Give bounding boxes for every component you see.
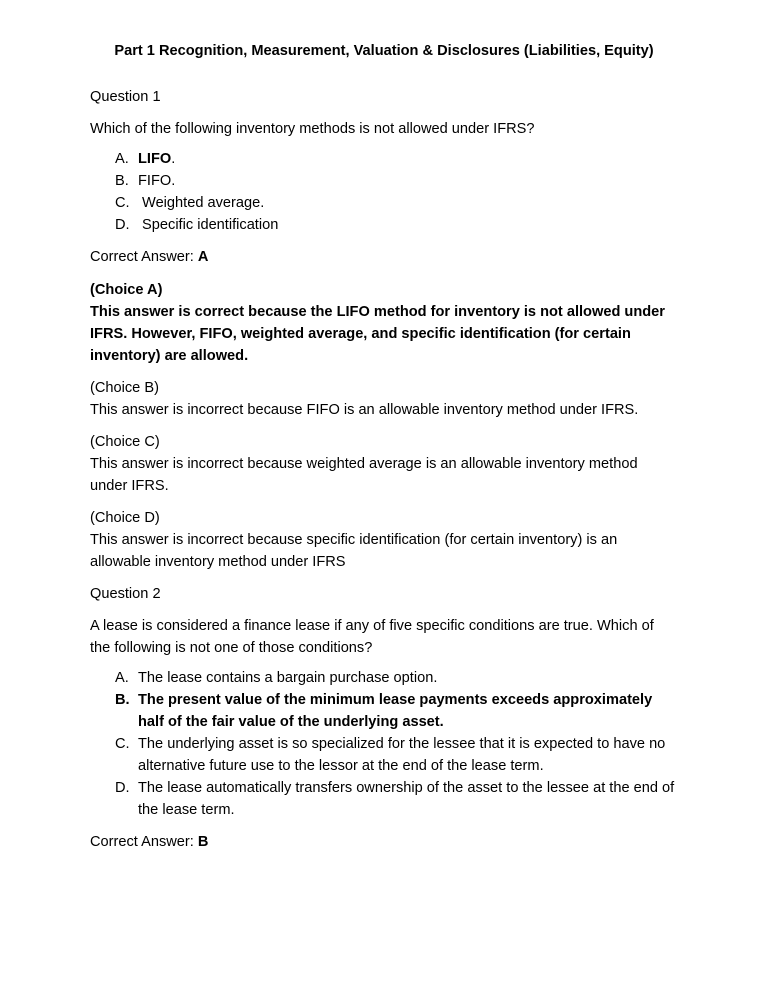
option-c: C. The underlying asset is so specialized for the lessee that it is expected to have no alternative future use to the lessor at the end of the lease term.	[115, 736, 666, 774]
explanation-choice-c: (Choice C) This answer is incorrect because weighted average is an allowable inventory method under IFRS.	[90, 434, 638, 494]
question-2-correct-answer: Correct Answer: B	[90, 834, 209, 850]
question-2-text: A lease is considered a finance lease if any of five specific conditions are true. Which of the following is not one of those conditions?	[90, 618, 654, 656]
question-1-options	[90, 148, 678, 236]
question-2-options	[90, 667, 678, 821]
explanation-choice-d: (Choice D) This answer is incorrect because specific identification (for certain inventory) is an allowable inventory method under IFRS	[90, 510, 618, 570]
option-d: D. The lease automatically transfers ownership of the asset to the lessee at the end of the lease term.	[115, 780, 675, 818]
question-2-label: Question 2	[90, 586, 161, 602]
option-d: D. Specific identification	[115, 217, 279, 233]
option-a: A. LIFO.	[115, 151, 176, 167]
document-title: Part 1 Recognition, Measurement, Valuation & Disclosures (Liabilities, Equity)	[114, 43, 654, 59]
option-b: B. The present value of the minimum lease payments exceeds approximately half of the fair value of the underlying asset.	[115, 692, 653, 730]
option-a: A. The lease contains a bargain purchase option.	[115, 670, 438, 686]
option-b: B. FIFO.	[115, 173, 176, 189]
question-1-correct-answer: Correct Answer: A	[90, 249, 209, 265]
explanation-choice-b: (Choice B) This answer is incorrect because FIFO is an allowable inventory method under IFRS.	[90, 380, 639, 418]
question-1-label: Question 1	[90, 89, 161, 105]
explanation-choice-a: (Choice A) This answer is correct because the LIFO method for inventory is not allowed under IFRS. However, FIFO, weighted average, and specific identification (for certain inventory) are allowed.	[90, 282, 665, 364]
question-1-text: Which of the following inventory methods is not allowed under IFRS?	[90, 121, 535, 137]
option-c: C. Weighted average.	[115, 195, 265, 211]
